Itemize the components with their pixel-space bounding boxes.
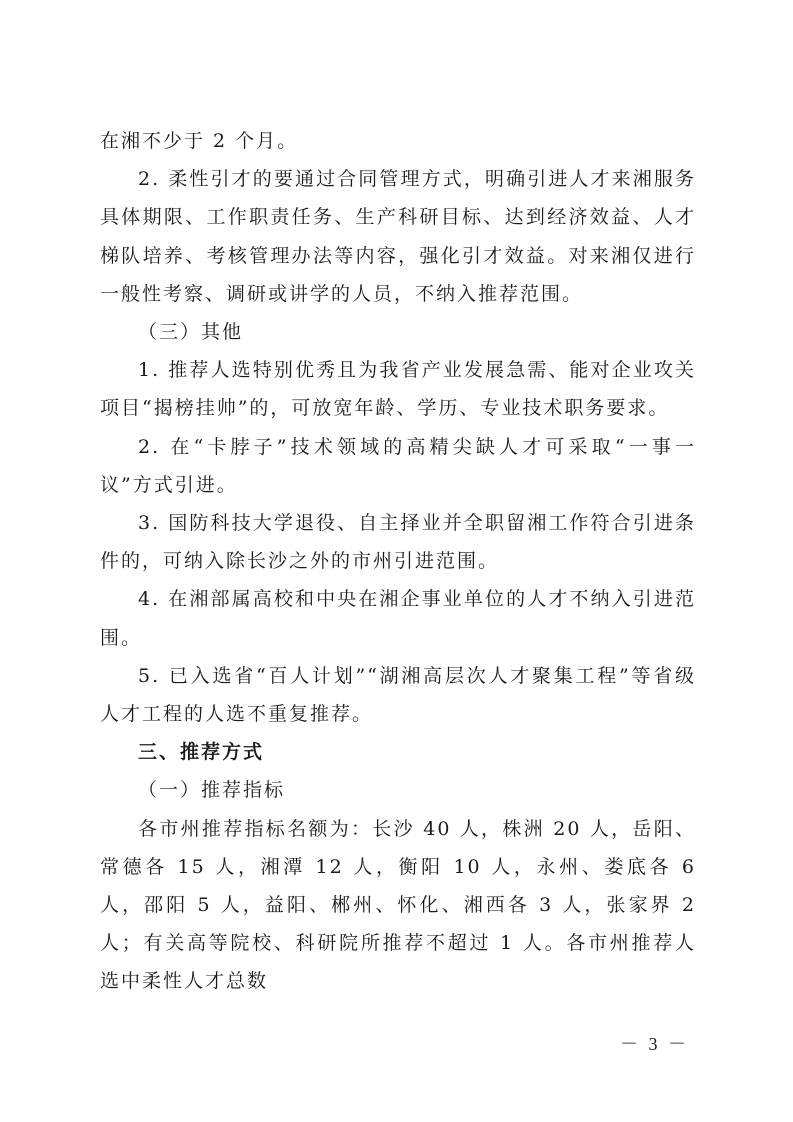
paragraph-quota-details: 各市州推荐指标名额为：长沙 40 人，株洲 20 人，岳阳、常德各 15 人，湘潭 12 人，衡阳 10 人，永州、娄底各 6 人，邵阳 5 人，益阳、郴州、怀化、湘西各 3 人，张家界 2 人；有关高等院校、科研院所推荐不超过 1 人。各市州推荐人选中柔性人才总数 [100, 817, 696, 993]
paragraph-item-3: 3. 国防科技大学退役、自主择业并全职留湘工作符合引进条件的，可纳入除长沙之外的市州引进范围。 [100, 512, 696, 573]
paragraph-continuation: 在湘不少于 2 个月。 [100, 130, 299, 152]
page-number: － 3 － [620, 1034, 689, 1054]
paragraph-item-5: 5. 已入选省“百人计划”“湖湘高层次人才聚集工程”等省级人才工程的人选不重复推荐。 [100, 664, 696, 726]
paragraph-item-2: 2. 在“卡脖子”技术领域的高精尖缺人才可采取“一事一议”方式引进。 [100, 435, 696, 496]
section-heading-recommendation-method: 三、推荐方式 [138, 741, 265, 764]
subheading-other: （三）其他 [138, 321, 244, 344]
paragraph-flexible-talent: 2. 柔性引才的要通过合同管理方式，明确引进人才来湘服务具体期限、工作职责任务、生产科研目标、达到经济效益、人才梯队培养、考核管理办法等内容，强化引才效益。对来湘仅进行一般性考察、调研或讲学的人员，不纳入推荐范围。 [100, 168, 696, 305]
subheading-recommendation-quota: （一）推荐指标 [138, 779, 286, 802]
document-body [100, 122, 696, 1001]
paragraph-item-4: 4. 在湘部属高校和中央在湘企事业单位的人才不纳入引进范围。 [100, 588, 696, 649]
paragraph-item-1: 1. 推荐人选特别优秀且为我省产业发展急需、能对企业攻关项目“揭榜挂帅”的，可放宽年龄、学历、专业技术职务要求。 [100, 359, 696, 420]
